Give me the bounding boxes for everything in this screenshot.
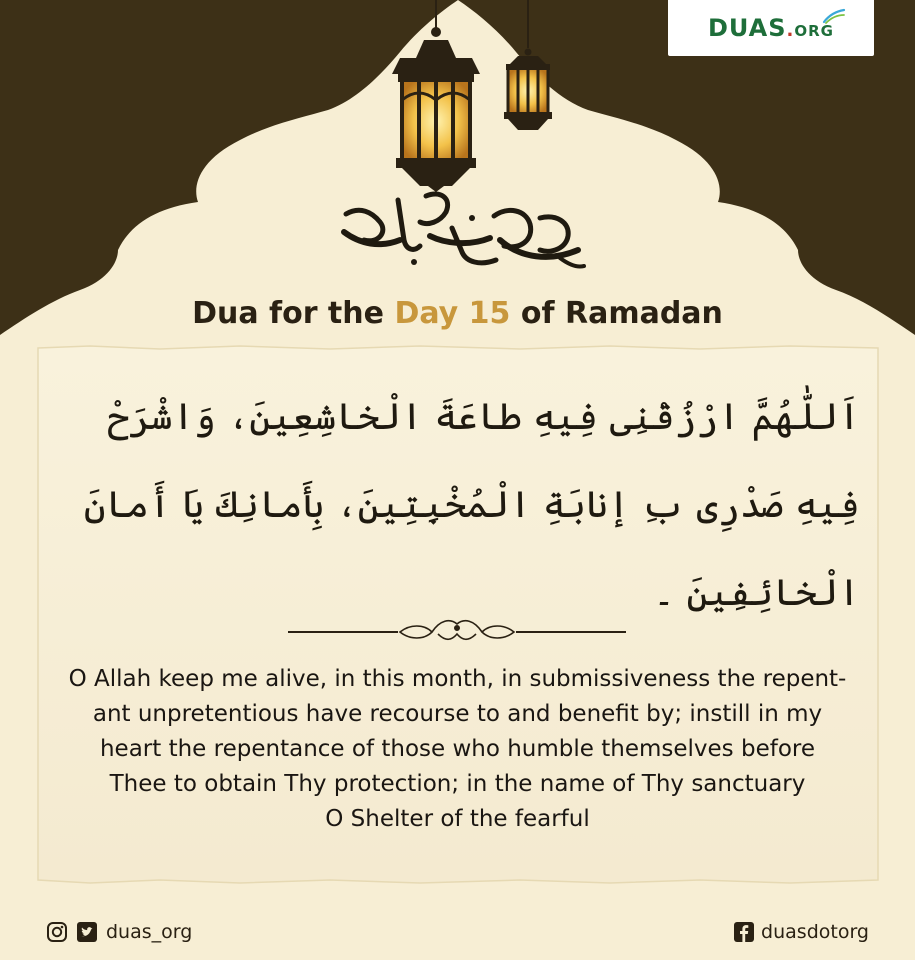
logo-wordmark (708, 14, 834, 42)
footer-social-right (733, 920, 869, 944)
translation-line: heart the repentance of those who humble themselves before (99, 736, 815, 762)
title-suffix: of Ramadan (520, 296, 723, 331)
title-prefix: Dua for the (192, 296, 384, 331)
instagram-icon[interactable] (46, 921, 68, 943)
facebook-icon[interactable] (733, 921, 755, 943)
translation-line: O Shelter of the fearful (325, 806, 590, 832)
social-handle-right[interactable]: duasdotorg (761, 921, 869, 943)
social-handle-left[interactable]: duas_org (106, 921, 193, 943)
twitter-icon[interactable] (76, 921, 98, 943)
page-title (0, 296, 915, 331)
translation-line: Thee to obtain Thy protection; in the name of Thy sanctuary (109, 771, 806, 797)
translation-line: ant unpretentious have recourse to and benefit by; instill in my (92, 701, 823, 727)
arabic-dua-text: اَللّٰهُمَّ ارْزُقْنِى فِيهِ طاعَةَ الْخاشِعِينَ، وَاشْرَحْ فِيهِ صَدْرِى بِ إنابَةِ الْمُخْبِتِينَ، بِأَمانِكَ يَا أَمانَ الْخائِفِينَ ۔ (83, 395, 860, 614)
translation-text (20, 662, 895, 837)
footer-social-left (46, 920, 192, 944)
logo-swoosh-icon (822, 8, 846, 24)
lantern-small-icon (504, 0, 552, 130)
logo-suffix-text: ORG (794, 22, 834, 40)
logo-main-text: DUAS (708, 14, 787, 42)
logo-dot: . (786, 20, 795, 41)
title-day-highlight: Day 15 (394, 296, 511, 331)
translation-line: O Allah keep me alive, in this month, in submissiveness the repent- (68, 666, 847, 692)
duas-org-logo[interactable] (668, 0, 874, 56)
